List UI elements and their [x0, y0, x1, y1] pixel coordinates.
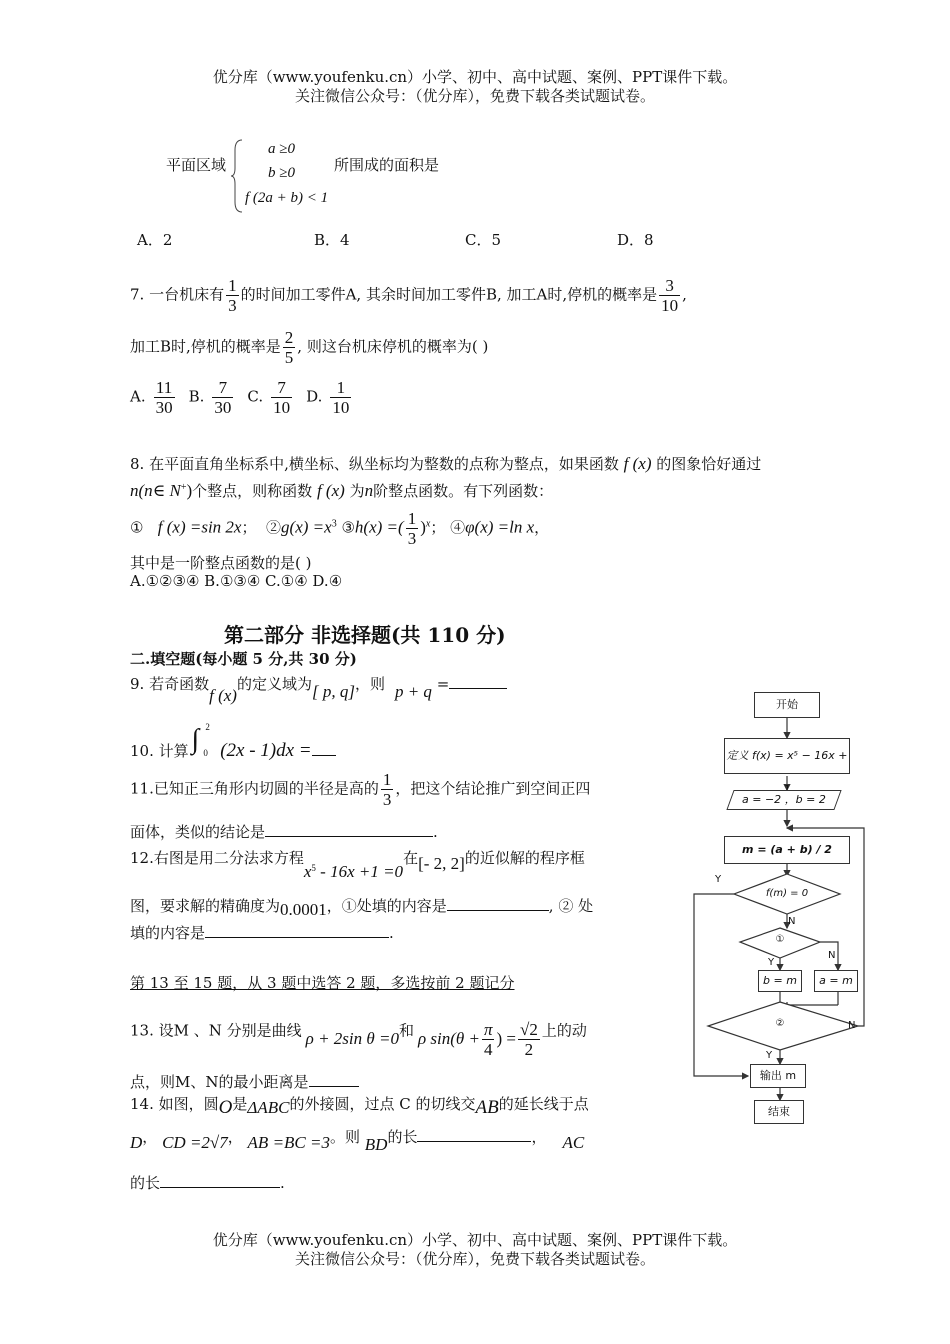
q6-option-a: A．2: [137, 231, 173, 249]
flowchart-label-y: Y: [768, 957, 775, 968]
flowchart-label-n: N: [788, 916, 796, 927]
q11-line-1: 11.已知正三角形内切圆的半径是高的 $\frac{1}{3}$ ，把这个结论推广到空间正四: [130, 770, 591, 809]
q6-condition-a: a ≥0: [268, 141, 295, 157]
q12-line-2: 图，要求解的精确度为0.0001，①处填的内容是 , ② 处: [130, 897, 594, 919]
footer-line-1: 优分库（www.youfenku.cn）小学、初中、高中试题、案例、PPT课件下载。: [212, 1231, 738, 1249]
q6-prefix: 平面区域: [166, 156, 227, 174]
elective-notice: 第 13 至 15 题，从 3 题中选答 2 题，多选按前 2 题记分: [130, 974, 515, 992]
flowchart-label-y: Y: [715, 874, 722, 885]
q8-line-2: n(n∈ N+)个整点，则称函数 f (x) 为n阶整点函数。有下列函数：: [130, 481, 554, 500]
q8-question: 其中是一阶整点函数的是( ): [130, 554, 312, 572]
flowchart-label-n: N: [828, 950, 836, 961]
flowchart-label-y: Y: [766, 1050, 773, 1061]
flowchart-cond-2: ②: [775, 1018, 785, 1029]
flowchart-init: a = −2 ，b = 2: [726, 790, 841, 810]
q6-option-d: D．8: [617, 231, 654, 249]
q6-suffix: 所围成的面积是: [334, 156, 440, 174]
header-line-1: 优分库（www.youfenku.cn）小学、初中、高中试题、案例、PPT课件下载。: [212, 68, 738, 86]
q8-line-1: 8. 在平面直角坐标系中,横坐标、纵坐标均为整数的点称为整点，如果函数 f (x) 的图象恰好通过: [130, 454, 762, 473]
q14-line-3: 的长 .: [130, 1174, 285, 1192]
q7-line-1: 7. 一台机床有 $\frac{1}{3}$ 的时间加工零件A, 其余时间加工零件B, 加工A时,停机的概率是 $\frac{3}{10}$ ,: [130, 276, 687, 315]
flowchart-cond-1: ①: [775, 934, 785, 945]
q6-option-b: B．4: [314, 231, 350, 249]
q12-line-3: 填的内容是 .: [130, 924, 394, 942]
q12-line-1: 12.右图是用二分法求方程$x^5 - 16x +1 =0$在[- 2, 2]的近似解的程序框: [130, 849, 585, 881]
q13-line-2: 点，则M、N的最小距离是: [130, 1071, 359, 1092]
flowchart-set-b: b = m: [758, 970, 802, 992]
flowchart-label-n: N: [848, 1020, 856, 1031]
q7-options: A. $\frac{11}{30}$ B. $\frac{7}{30}$ C. $\frac{7}{10}$ D. $\frac{1}{10}$: [130, 378, 350, 417]
part2-subtitle: 二.填空题(每小题 5 分,共 30 分): [130, 650, 357, 668]
header-line-2: 关注微信公众号：（优分库），免费下载各类试题试卷。: [294, 87, 655, 105]
flowchart-set-a: a = m: [814, 970, 858, 992]
flowchart-cond-fm: f(m) = 0: [765, 888, 809, 899]
flowchart-end: 结束: [754, 1100, 804, 1124]
flowchart-start: 开始: [754, 692, 820, 718]
flowchart-midpoint: m = (a + b) / 2: [724, 836, 850, 864]
q8-options: A.①②③④ B.①③④ C.①④ D.④: [130, 572, 343, 590]
flowchart-output: 输出 m: [750, 1064, 806, 1088]
footer-line-2: 关注微信公众号：（优分库），免费下载各类试题试卷。: [294, 1250, 655, 1268]
q9-line: 9. 若奇函数f (x)的定义域为[ p, q]，则 p + q =: [130, 673, 507, 694]
q14-line-2: D， CD =2√7， AB =BC =3。则 BD的长 ， AC: [130, 1128, 585, 1154]
part2-title: 第二部分 非选择题(共 110 分): [224, 623, 506, 647]
flowchart-define: 定义 f(x) = x⁵ − 16x +: [724, 738, 850, 774]
q6-brace: [230, 138, 244, 214]
q11-line-2: 面体，类似的结论是 .: [130, 823, 438, 841]
q6-option-c: C．5: [465, 231, 502, 249]
q13-line-1: 13. 设M 、N 分别是曲线 ρ + 2sin θ =0和 ρ sin(θ + $\frac{\pi}{4}$ ) = $\frac{√2}{2}$ 上的动: [130, 1020, 587, 1059]
q10-line: 10. 计算 ∫ 2 0 (2x - 1)dx =: [130, 732, 336, 762]
q8-functions: ① f (x) =sin 2x； ②g(x) $=x^3$ ③h(x) =( $\frac{1}{3}$ )$^x$； ④φ(x) =ln x，: [130, 509, 550, 548]
q14-line-1: 14. 如图，圆O是ΔABC的外接圆，过点 C 的切线交AB的延长线于点: [130, 1095, 589, 1118]
q6-condition-b: b ≥0: [268, 165, 295, 181]
q7-line-2: 加工B时,停机的概率是 $\frac{2}{5}$ , 则这台机床停机的概率为( ): [130, 328, 489, 367]
q6-condition-f: f (2a + b) < 1: [245, 190, 329, 206]
